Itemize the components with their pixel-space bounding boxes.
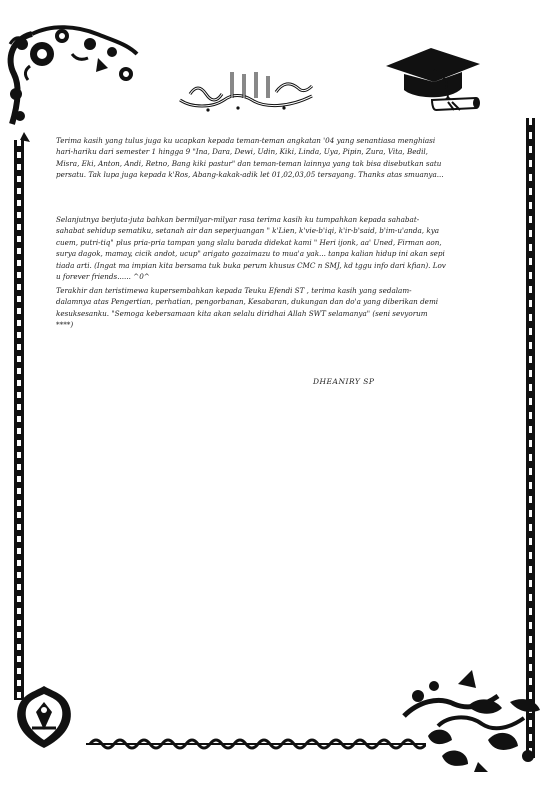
paragraph-best-friends: [56, 214, 446, 282]
page-border-right: [526, 118, 535, 758]
paragraph-text: Selanjutnya berjuta-juta bahkan bermilyar-milyar rasa terima kasih ku tumpahkan kepada sahabat-sahabat sehidup sematiku, setanah air dan seperjuangan " k'Lien, k'vie-b'iqi, k'ir-b'said, b'im-u'anda, kya cuem, putri-tiq" plus pria-pria tampan yang slalu barada didekat kami " Heri ijonk, aa' Uned, Firman aon, surya dagok, mamay, cicik andot, ucup" arigato gozaimazu to mua'a yak... tanpa kalian hidup ini akan sepi tiada arti. (Ingat ma impian kita bersama tuk buka perum khusus CMC n SMJ, kd tggu info dari kfian). Lov u forever friends...... ^0^: [56, 215, 446, 282]
bismillah-calligraphy: [172, 64, 322, 114]
floral-corner-ornament-bottom-right: [398, 666, 544, 774]
page-border-bottom: [86, 736, 426, 752]
floral-corner-ornament-top-left: [2, 14, 142, 144]
author-signature: DHEANIRY SP: [313, 377, 375, 386]
paragraph-text: Terakhir dan teristimewa kupersembahkan kepada Teuku Efendi ST , terima kasih yang sedalam-dalamnya atas Pengertian, perhatian, pengorbanan, Kesabaran, dukungan dan do'a yang diberikan demi kesuksesanku. "Semoga kebersamaan kita akan selalu diridhai Allah SWT selamanya" (seni sevyorum ****): [56, 286, 439, 330]
paragraph-text: Terima kasih yang tulus juga ku ucapkan kepada teman-teman angkatan '04 yang senantiasa menghiasi hari-hariku dari semester 1 hingga 9 "Ina, Dara, Dewi, Udin, Kiki, Linda, Uya, Pipin, Zura, Vita, Bedil, Misra, Eki, Anton, Andi, Retno, Bang kiki pastur" dan teman-teman lainnya yang tak bisa disebutkan satu persatu. Tak lupa juga kepada k'Ros, Abang-kakak-adik let 01,02,03,05 tersayang. Thanks atas smuanya...: [56, 136, 444, 180]
paragraph-friends-classmates: [56, 135, 446, 181]
paragraph-special-dedication: [56, 285, 446, 331]
university-emblem-icon: [14, 682, 74, 752]
graduation-cap-icon: [376, 40, 486, 112]
page-border-left: [14, 140, 24, 700]
